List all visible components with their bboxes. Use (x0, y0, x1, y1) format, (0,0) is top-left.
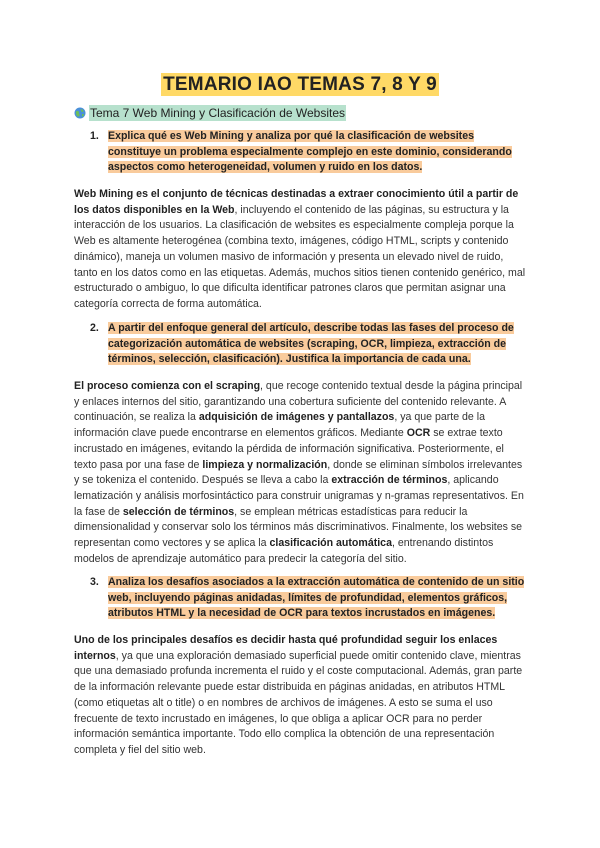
question-text: Explica qué es Web Mining y analiza por qué la clasificación de websites constituye un problema especialmente complejo en este dominio, considerando aspectos como heterogeneidad, volumen y ruido en los datos. (108, 130, 512, 174)
answer-bold-text: selección de términos (122, 505, 235, 518)
page-title-text: TEMARIO IAO TEMAS 7, 8 Y 9 (163, 74, 437, 95)
answer-text: se extrae texto incrustado en imágenes, evitando la pérdida de información significativa. Posteriormente, el texto pasa por una fase de (74, 427, 504, 471)
question-3 (90, 575, 528, 622)
section-heading (74, 106, 346, 120)
answer-text: , se emplean métricas estadísticas para reducir la dimensionalidad y conservar solo los términos más discriminativos. Finalmente, los websites se representan como vectores y se aplica la (74, 505, 523, 550)
answer-bold-text: extracción de términos (331, 474, 448, 487)
answer-text: , ya que una exploración demasiado superficial puede omitir contenido clave, mientras que una demasiado profunda incrementa el ruido y el coste computacional. Además, gran parte de la información relevante puede estar distribuida en páginas anidadas, en atributos HTML (como etiquetas alt o title) o en nombres de archivos de imágenes. A esto se suma el uso frecuente de texto incrustado en imágenes, lo que obliga a aplicar OCR para no perder información semántica importante. Todo ello complica la obtención de una representación completa y fiel del sitio web. (74, 649, 523, 756)
section-heading-text: Tema 7 Web Mining y Clasificación de Websites (90, 106, 345, 120)
answer-bold-text: Uno de los principales desafíos es decidir hasta qué profundidad seguir los enlaces internos (74, 634, 498, 662)
page-title (0, 74, 600, 96)
answer-bold-text: limpieza y normalización (202, 458, 328, 471)
answer-1 (74, 187, 528, 313)
answer-3 (74, 633, 528, 759)
question-number: 1. (90, 130, 99, 142)
question-number: 3. (90, 576, 99, 588)
question-2 (90, 321, 528, 368)
answer-bold-text: Web Mining es el conjunto de técnicas destinadas a extraer conocimiento útil a partir de los datos disponibles en la Web (74, 188, 519, 216)
answer-bold-text: OCR (406, 427, 431, 440)
globe-icon (74, 107, 86, 119)
answer-bold-text: adquisición de imágenes y pantallazos (198, 411, 395, 424)
answer-text: , aplicando lematización y análisis morfosintáctico para construir unigramas y n-gramas representativos. En la fase de (74, 474, 524, 518)
answer-text: , entrenando distintos modelos de aprendizaje automático para predecir la categoría del sitio. (74, 537, 494, 565)
answer-text: , ya que parte de la información clave puede encontrarse en elementos gráficos. Mediante (74, 411, 486, 440)
answer-bold-text: El proceso comienza con el scraping (74, 380, 261, 392)
answer-bold-text: clasificación automática (269, 537, 392, 550)
answer-text: , donde se eliminan símbolos irrelevantes y se tokeniza el contenido. Después se lleva a cabo la (74, 458, 523, 487)
question-text: A partir del enfoque general del artículo, describe todas las fases del proceso de categorización automática de websites (scraping, OCR, limpieza, extracción de términos, selección, clasificación). Justifica la importancia de cada una. (108, 322, 514, 366)
question-text: Analiza los desafíos asociados a la extracción automática de contenido de un sitio web, incluyendo páginas anidadas, límites de profundidad, elementos gráficos, atributos HTML y la necesidad de OCR para textos incrustados en imágenes. (108, 576, 525, 620)
answer-2 (74, 379, 528, 567)
question-number: 2. (90, 322, 99, 334)
answer-text: , incluyendo el contenido de las páginas, su estructura y la interacción de los usuarios. La clasificación de websites es especialmente compleja porque la Web es altamente heterogénea (combina texto, imágenes, código HTML, scripts y contenido dinámico), maneja un volumen masivo de información y presenta un elevado nivel de ruido, tanto en los datos como en las etiquetas. Además, muchos sitios tienen contenido genérico, mal estructurado o ambiguo, lo que dificulta identificar patrones claros que permitan asignar una categoría correcta de forma automática. (74, 203, 526, 310)
question-1 (90, 129, 528, 176)
answer-text: , que recoge contenido textual desde la página principal y enlaces internos del sitio, garantizando una cobertura suficiente del contenido relevante. A continuación, se realiza la (74, 380, 523, 424)
